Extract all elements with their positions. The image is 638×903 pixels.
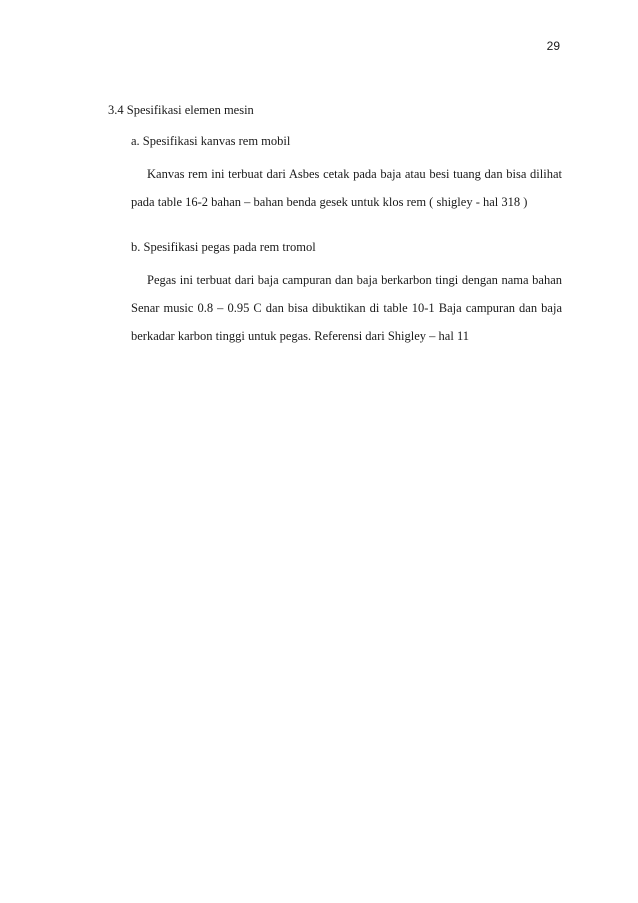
- paragraph-line: Senar music 0.8 – 0.95 C dan bisa dibuktikan di table 10-1 Baja campuran dan baja: [131, 301, 562, 315]
- paragraph-line: Pegas ini terbuat dari baja campuran dan baja berkarbon tingi dengan nama bahan: [147, 273, 562, 287]
- section-heading: 3.4 Spesifikasi elemen mesin: [108, 103, 254, 117]
- subsection-b-heading: b. Spesifikasi pegas pada rem tromol: [131, 240, 316, 254]
- subsection-a-paragraph: [131, 160, 562, 216]
- page-number: 29: [546, 39, 560, 53]
- paragraph-line: Kanvas rem ini terbuat dari Asbes cetak pada baja atau besi tuang dan bisa dilihat: [147, 167, 562, 181]
- paragraph-line: pada table 16-2 bahan – bahan benda gesek untuk klos rem ( shigley - hal 318 ): [131, 195, 528, 209]
- paragraph-line: berkadar karbon tinggi untuk pegas. Referensi dari Shigley – hal 11: [131, 329, 469, 343]
- subsection-b-paragraph: [131, 266, 562, 350]
- subsection-a-heading: a. Spesifikasi kanvas rem mobil: [131, 134, 291, 148]
